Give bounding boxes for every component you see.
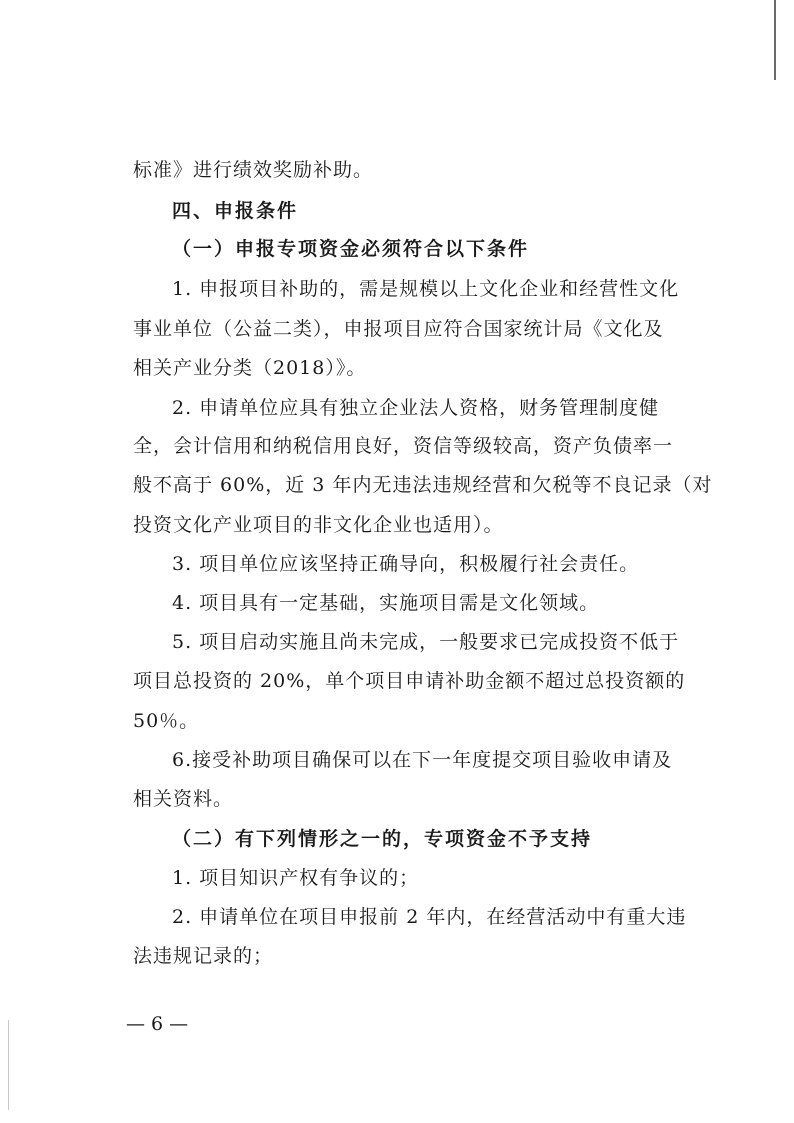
body-text-line: 相关资料。 [133,788,234,810]
body-text-line: 法违规记录的； [133,945,274,967]
body-text-line: 50％。 [133,710,200,732]
body-text-line: 3. 项目单位应该坚持正确导向，积极履行社会责任。 [172,553,640,575]
body-text-line: 事业单位（公益二类），申报项目应符合国家统计局《文化及 [133,318,664,340]
body-text-line: 标准》进行绩效奖励补助。 [133,159,374,181]
section-heading: 四、申报条件 [172,200,299,222]
body-text-line: 5. 项目启动实施且尚未完成，一般要求已完成投资不低于 [172,631,680,653]
body-text-line: 般不高于 60%，近 3 年内无违法违规经营和欠税等不良记录（对 [133,474,713,496]
page-number: — 6 — [126,1013,189,1035]
body-text-line: 相关产业分类（2018）》。 [133,357,367,379]
body-text-line: 1. 申报项目补助的，需是规模以上文化企业和经营性文化 [172,278,680,300]
scan-edge-mark [774,0,776,80]
subsection-heading: （二）有下列情形之一的，专项资金不予支持 [172,828,593,850]
body-text-line: 投资文化产业项目的非文化企业也适用）。 [133,514,504,536]
subsection-heading: （一）申报专项资金必须符合以下条件 [172,238,530,260]
body-text-line: 2. 申请单位在项目申报前 2 年内，在经营活动中有重大违 [172,906,687,928]
body-text-line: 2. 申请单位应具有独立企业法人资格，财务管理制度健 [172,397,660,419]
body-text-line: 项目总投资的 20%，单个项目申请补助金额不超过总投资额的 [133,670,686,692]
scan-edge-mark [8,1020,9,1110]
body-text-line: 6.接受补助项目确保可以在下一年度提交项目验收申请及 [172,749,673,771]
body-text-line: 全，会计信用和纳税信用良好，资信等级较高，资产负债率一 [133,435,674,457]
body-text-line: 4. 项目具有一定基础，实施项目需是文化领域。 [172,592,600,614]
body-text-line: 1. 项目知识产权有争议的； [172,867,420,889]
